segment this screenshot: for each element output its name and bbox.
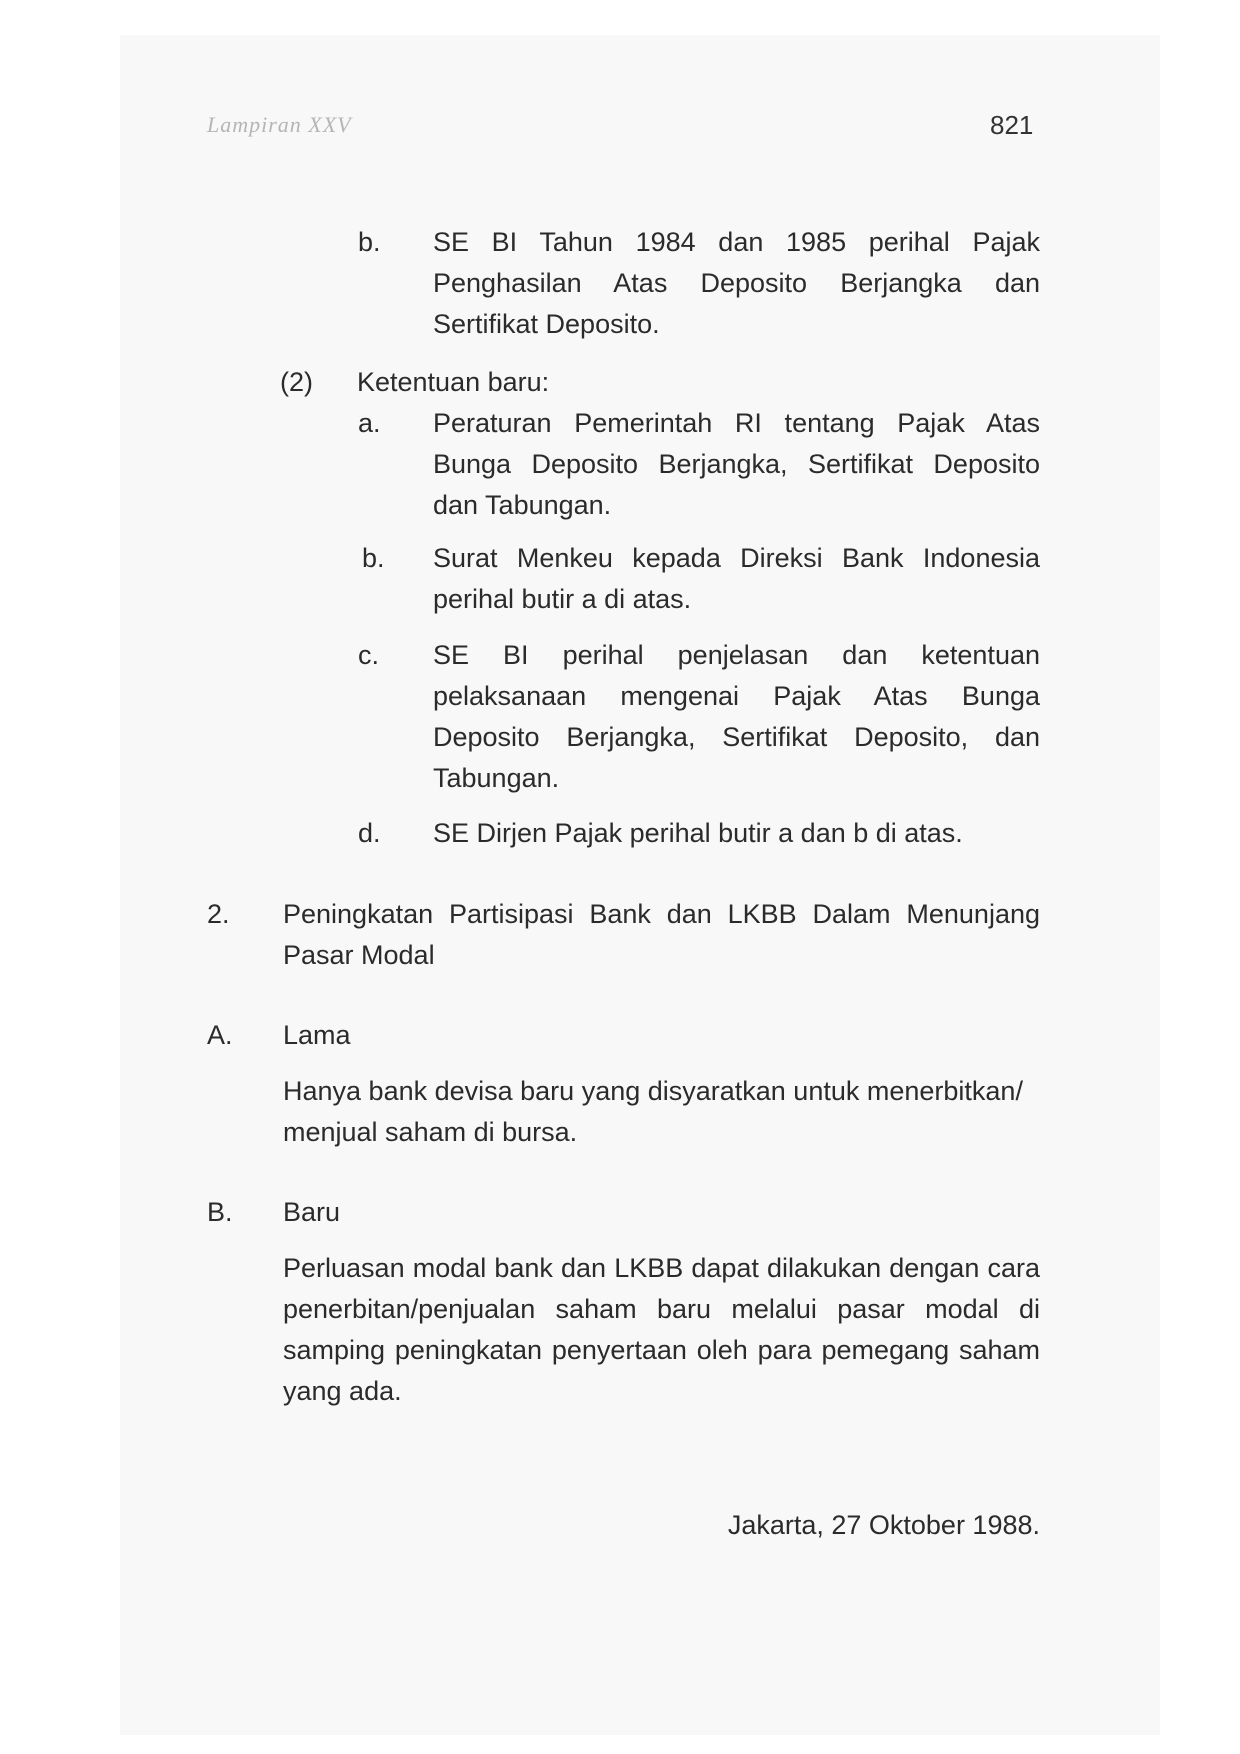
list-item-text: SE BI Tahun 1984 dan 1985 perihal Pajak Penghasilan Atas Deposito Berjangka dan Sertifikat Deposito.: [433, 227, 1040, 339]
section-marker: 2.: [207, 899, 230, 929]
item-marker: c.: [358, 640, 380, 670]
list-item-text: Peraturan Pemerintah RI tentang Pajak Atas Bunga Deposito Berjangka, Sertifikat Deposito dan Tabungan.: [433, 408, 1040, 520]
list-item-text: SE Dirjen Pajak perihal butir a dan b di atas.: [433, 818, 963, 848]
part-marker: B.: [207, 1197, 233, 1227]
running-header: Lampiran XXV: [207, 112, 352, 137]
part-title: Baru: [283, 1197, 341, 1227]
part-marker: A.: [207, 1020, 233, 1050]
item-marker: b.: [358, 227, 381, 257]
list-item-text: Surat Menkeu kepada Direksi Bank Indonesia perihal butir a di atas.: [433, 543, 1040, 614]
item-marker: b.: [362, 543, 385, 573]
list-item-text: SE BI perihal penjelasan dan ketentuan pelaksanaan mengenai Pajak Atas Bunga Deposito Berjangka, Sertifikat Deposito, dan Tabungan.: [433, 640, 1040, 793]
subsection-heading: Ketentuan baru:: [357, 367, 550, 397]
item-marker: a.: [358, 408, 381, 438]
page-number: 821: [990, 110, 1034, 140]
section-title: Peningkatan Partisipasi Bank dan LKBB Dalam Menunjang Pasar Modal: [283, 899, 1040, 970]
part-body: Perluasan modal bank dan LKBB dapat dilakukan dengan cara penerbitan/penjualan saham baru melalui pasar modal di samping peningkatan penyertaan oleh para pemegang saham yang ada.: [283, 1253, 1040, 1406]
subsection-marker: (2): [280, 367, 313, 397]
part-body: Hanya bank devisa baru yang disyaratkan untuk menerbitkan/ menjual saham di bursa.: [283, 1076, 1023, 1147]
place-date: Jakarta, 27 Oktober 1988.: [727, 1510, 1040, 1540]
part-title: Lama: [283, 1020, 351, 1050]
item-marker: d.: [358, 818, 381, 848]
